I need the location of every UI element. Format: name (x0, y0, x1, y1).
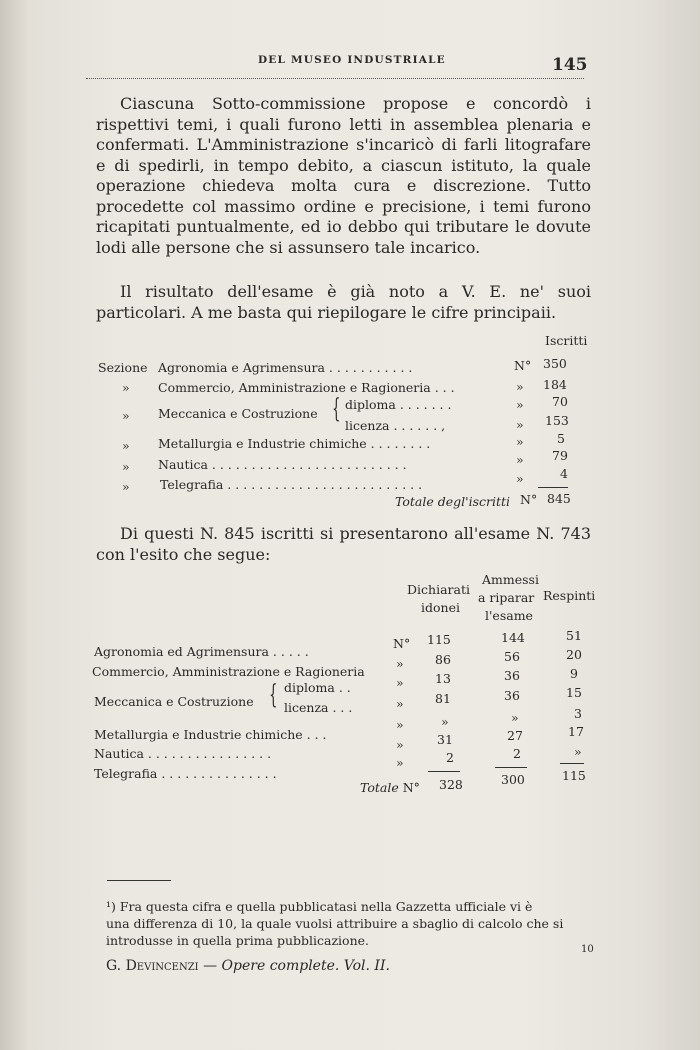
printer-signature: 10 (581, 944, 594, 955)
row-sub: diploma . . (284, 680, 351, 695)
cell-respinti: 51 (566, 628, 582, 643)
total-rule (560, 763, 584, 764)
cell-respinti: 20 (566, 647, 582, 662)
cell-idonei: 31 (437, 732, 453, 747)
total-respinti: 115 (562, 768, 586, 783)
header-rule (86, 78, 584, 79)
row-unit: » (396, 696, 404, 711)
cell-idonei: 13 (435, 671, 451, 686)
row-value: 70 (552, 394, 568, 409)
row-unit: » (396, 717, 404, 732)
author-separator: — (203, 958, 218, 974)
row-value: 350 (543, 356, 567, 371)
row-prefix: » (122, 438, 130, 453)
footnote-line: ¹) Fra questa cifra e quella pubblicatasi nella Gazzetta ufficiale vi è (106, 899, 533, 914)
total-value: 845 (547, 491, 571, 506)
row-value: 5 (557, 431, 565, 446)
brace-icon: { (269, 680, 278, 710)
cell-respinti: » (574, 744, 582, 759)
row-prefix: » (122, 479, 130, 494)
total-label: Totale degl'iscritti (395, 494, 511, 509)
running-header: DEL MUSEO INDUSTRIALE (258, 54, 446, 66)
cell-idonei: 81 (435, 691, 451, 706)
row-prefix: Sezione (98, 360, 148, 375)
cell-idonei: 2 (446, 750, 454, 765)
total-rule (495, 767, 527, 768)
author-line (106, 958, 390, 974)
paragraph-3: Di questi N. 845 iscritti si presentarono all'esame N. 743 con l'esito che segue: (96, 524, 591, 564)
page-number: 145 (552, 55, 588, 75)
cell-ammessi: 144 (501, 630, 525, 645)
table1-header: Iscritti (545, 333, 588, 348)
row-label: Commercio, Amministrazione e Ragioneria . . . (158, 380, 455, 395)
row-prefix: » (122, 380, 130, 395)
row-unit: » (396, 755, 404, 770)
col-header: l'esame (485, 608, 533, 623)
col-header: Ammessi (482, 572, 539, 587)
row-label: Meccanica e Costruzione (94, 694, 254, 709)
row-unit: N° (393, 636, 411, 651)
total-label: Totale N° (360, 780, 420, 795)
row-label: Metallurgia e Industrie chimiche . . . (94, 727, 327, 742)
footnote-line: introdusse in quella prima pubblicazione. (106, 933, 370, 948)
row-label: Agronomia e Agrimensura . . . . . . . . . . . (158, 360, 413, 375)
row-unit: » (396, 656, 404, 671)
row-label: Nautica . . . . . . . . . . . . . . . . (94, 746, 272, 761)
row-sub: licenza . . . (284, 700, 353, 715)
col-header: Respinti (543, 588, 596, 603)
col-header: Dichiarati (407, 582, 470, 597)
row-label: Agronomia ed Agrimensura . . . . . (94, 644, 309, 659)
row-unit: » (396, 675, 404, 690)
total-rule (428, 771, 460, 772)
cell-idonei: » (441, 714, 449, 729)
col-header: a riparar (478, 590, 535, 605)
total-unit: N° (520, 492, 538, 507)
total-ammessi: 300 (501, 772, 525, 787)
row-value: 4 (560, 466, 568, 481)
row-unit: » (516, 397, 524, 412)
cell-respinti: 9 (570, 666, 578, 681)
col-header: idonei (421, 600, 460, 615)
row-label: Telegrafia . . . . . . . . . . . . . . . (94, 766, 277, 781)
row-unit: » (516, 417, 524, 432)
row-label: Meccanica e Costruzione (158, 406, 318, 421)
cell-respinti: 3 (574, 706, 582, 721)
row-unit: » (516, 434, 524, 449)
row-sub: licenza . . . . . . , (345, 418, 446, 433)
cell-ammessi: 36 (504, 668, 520, 683)
cell-ammessi: » (511, 710, 519, 725)
paragraph-2: Il risultato dell'esame è già noto a V. E. ne' suoi particolari. A me basta qui riepilogare le cifre principaii. (96, 282, 591, 322)
paragraph-1: Ciascuna Sotto-commissione propose e concordò i rispettivi temi, i quali furono letti in assemblea plenaria e confermati. L'Amministrazione s'incaricò di farli litografare e di spedirli, in tempo debito, a ciascun istituto, la quale operazione chiedeva molta cura e discrezione. Tutto procedette col massimo ordine e precisione, i temi furono ricapitati puntualmente, ed io debbo qui tributare le dovute lodi alle persone che si assunsero tale incarico. (96, 94, 591, 257)
footnote-line: una differenza di 10, la quale vuolsi attribuire a sbaglio di calcolo che si (106, 916, 564, 931)
row-unit: » (516, 471, 524, 486)
total-rule (538, 487, 568, 488)
cell-ammessi: 56 (504, 649, 520, 664)
footnote-rule (107, 880, 171, 881)
row-value: 79 (552, 448, 568, 463)
row-unit: » (516, 452, 524, 467)
row-prefix: » (122, 459, 130, 474)
cell-ammessi: 2 (513, 746, 521, 761)
brace-icon: { (332, 394, 341, 424)
row-unit: N° (514, 358, 532, 373)
total-idonei: 328 (439, 777, 463, 792)
cell-respinti: 17 (568, 724, 584, 739)
cell-idonei: 86 (435, 652, 451, 667)
row-sub: diploma . . . . . . . (345, 397, 452, 412)
row-label: Nautica . . . . . . . . . . . . . . . . . . . . . . . . . (158, 457, 407, 472)
work-title: Opere complete. Vol. II. (221, 958, 390, 974)
author-name: G. Devincenzi (106, 958, 199, 974)
cell-ammessi: 27 (507, 728, 523, 743)
row-label: Telegrafia . . . . . . . . . . . . . . . . . . . . . . . . . (160, 477, 423, 492)
row-value: 184 (543, 377, 567, 392)
row-prefix: » (122, 408, 130, 423)
row-value: 153 (545, 413, 569, 428)
row-unit: » (396, 737, 404, 752)
row-label: Metallurgia e Industrie chimiche . . . . . . . . (158, 436, 431, 451)
row-unit: » (516, 379, 524, 394)
cell-idonei: 115 (427, 632, 451, 647)
cell-ammessi: 36 (504, 688, 520, 703)
row-label: Commercio, Amministrazione e Ragioneria (92, 664, 365, 679)
cell-respinti: 15 (566, 685, 582, 700)
